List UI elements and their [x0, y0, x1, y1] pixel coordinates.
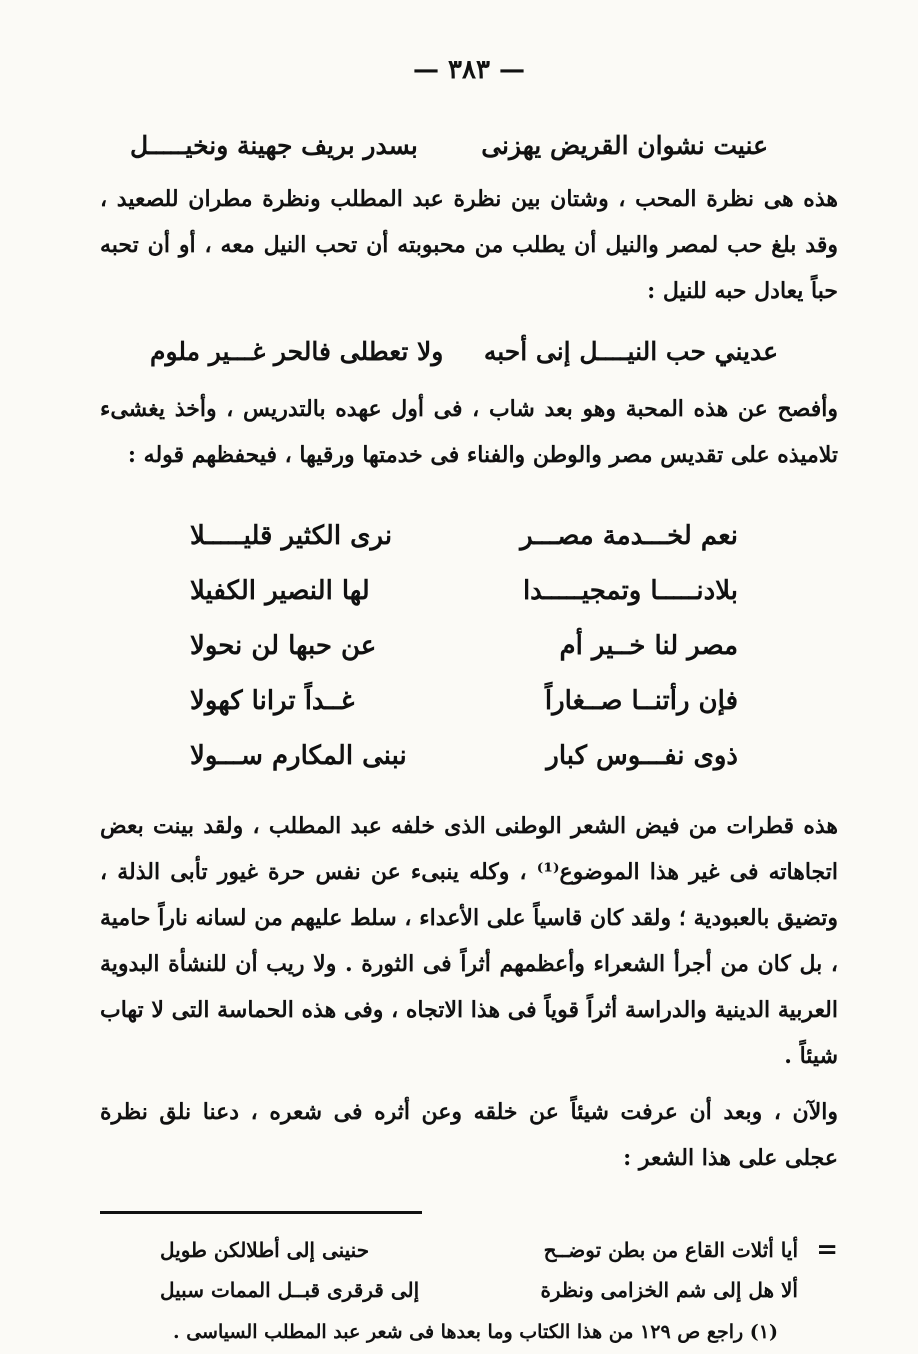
poem-first-hemistich: نعم لخـــدمة مصـــر [520, 520, 738, 551]
poem-first-hemistich: بلادنـــــا وتمجيـــــدا [522, 575, 738, 606]
footnote-second-hemistich: إلى قرقرى قبــل الممات سبيل [160, 1278, 420, 1302]
poem-second-hemistich: نبنى المكارم ســـولا [190, 740, 407, 771]
footnote-reference: (١) راجع ص ١٢٩ من هذا الكتاب وما بعدها فى شعر عبد المطلب السياسى . [172, 1321, 778, 1343]
poem-first-hemistich: فإن رأتنــا صــغاراً [544, 685, 738, 716]
verse-first-hemistich: عديني حب النيــــل إنى أحبه [483, 337, 778, 366]
poem-first-hemistich: مصر لنا خــير أم [559, 630, 738, 661]
verse-second-hemistich: ولا تعطلى فالحر غـــير ملوم [150, 337, 444, 366]
poem-line [190, 563, 738, 618]
poem-second-hemistich: غــداً ترانا كهولا [190, 685, 355, 716]
poem-second-hemistich: لها النصير الكفيلا [190, 575, 370, 606]
poem-first-hemistich: ذوى نفـــوس كبار [546, 740, 738, 771]
footnote-verse [160, 1230, 838, 1270]
middle-verse [100, 332, 838, 372]
verse-second-hemistich: بسدر بريف جهينة ونخيـــــل [130, 131, 418, 160]
poem-line [190, 673, 738, 728]
poem-line [190, 728, 738, 783]
footnote-second-hemistich: حنينى إلى أطلالكن طويل [160, 1238, 370, 1262]
paragraph-3: هذه قطرات من فيض الشعر الوطنى الذى خلفه عبد المطلب ، ولقد بينت بعض اتجاهاته فى غير هذا الموضوع⁽¹⁾ ، وكله ينبىء عن نفس حرة غيور تأبى الذلة ، وتضيق بالعبودية ؛ ولقد كان قاسياً على الأعداء ، سلط عليهم من لسانه ناراً حامية ، بل كان من أجرأ الشعراء وأعظمهم أثراً فى الثورة . ولا ريب أن للنشأة البدوية العربية الدينية والدراسة أثراً قوياً فى هذا الاتجاه ، وفى هذه الحماسة التى لا تهاب شيئاً . [100, 813, 838, 1069]
footnote-first-hemistich: أيا أثلات القاع من بطن توضــح [543, 1238, 798, 1262]
footnote-verse [160, 1270, 838, 1310]
paragraph-1: هذه هى نظرة المحب ، وشتان بين نظرة عبد المطلب ونظرة مطران للصعيد ، وقد بلغ حب لمصر والنيل أن يطلب من محبوبته أن تحب النيل معه ، أو أن تحبه حباً يعادل حبه للنيل : [100, 186, 838, 304]
verse-first-hemistich: عنيت نشوان القريض يهزنى [481, 131, 768, 160]
top-verse [100, 126, 838, 166]
poem-line [190, 508, 738, 563]
continuation-mark: = [816, 1235, 838, 1265]
footnote-divider [100, 1211, 422, 1214]
page-number: — ٣٨٣ — [412, 55, 526, 85]
paragraph-4: والآن ، وبعد أن عرفت شيئاً عن خلقه وعن أثره فى شعره ، دعنا نلق نظرة عجلى على هذا الشعر : [100, 1099, 838, 1171]
footnotes [100, 1230, 838, 1354]
body-text [100, 176, 838, 1181]
poem-second-hemistich: نرى الكثير قليـــــلا [190, 520, 393, 551]
poem-line [190, 618, 738, 673]
poem-block [100, 508, 838, 783]
footnote-first-hemistich: ألا هل إلى شم الخزامى ونظرة [540, 1278, 798, 1302]
poem-second-hemistich: عن حبها لن نحولا [190, 630, 377, 661]
paragraph-2: وأفصح عن هذه المحبة وهو بعد شاب ، فى أول عهده بالتدريس ، وأخذ يغشىء تلاميذه على تقديس مصر والوطن والفناء فى خدمتها ورقيها ، فيحفظهم قوله : [100, 396, 838, 468]
